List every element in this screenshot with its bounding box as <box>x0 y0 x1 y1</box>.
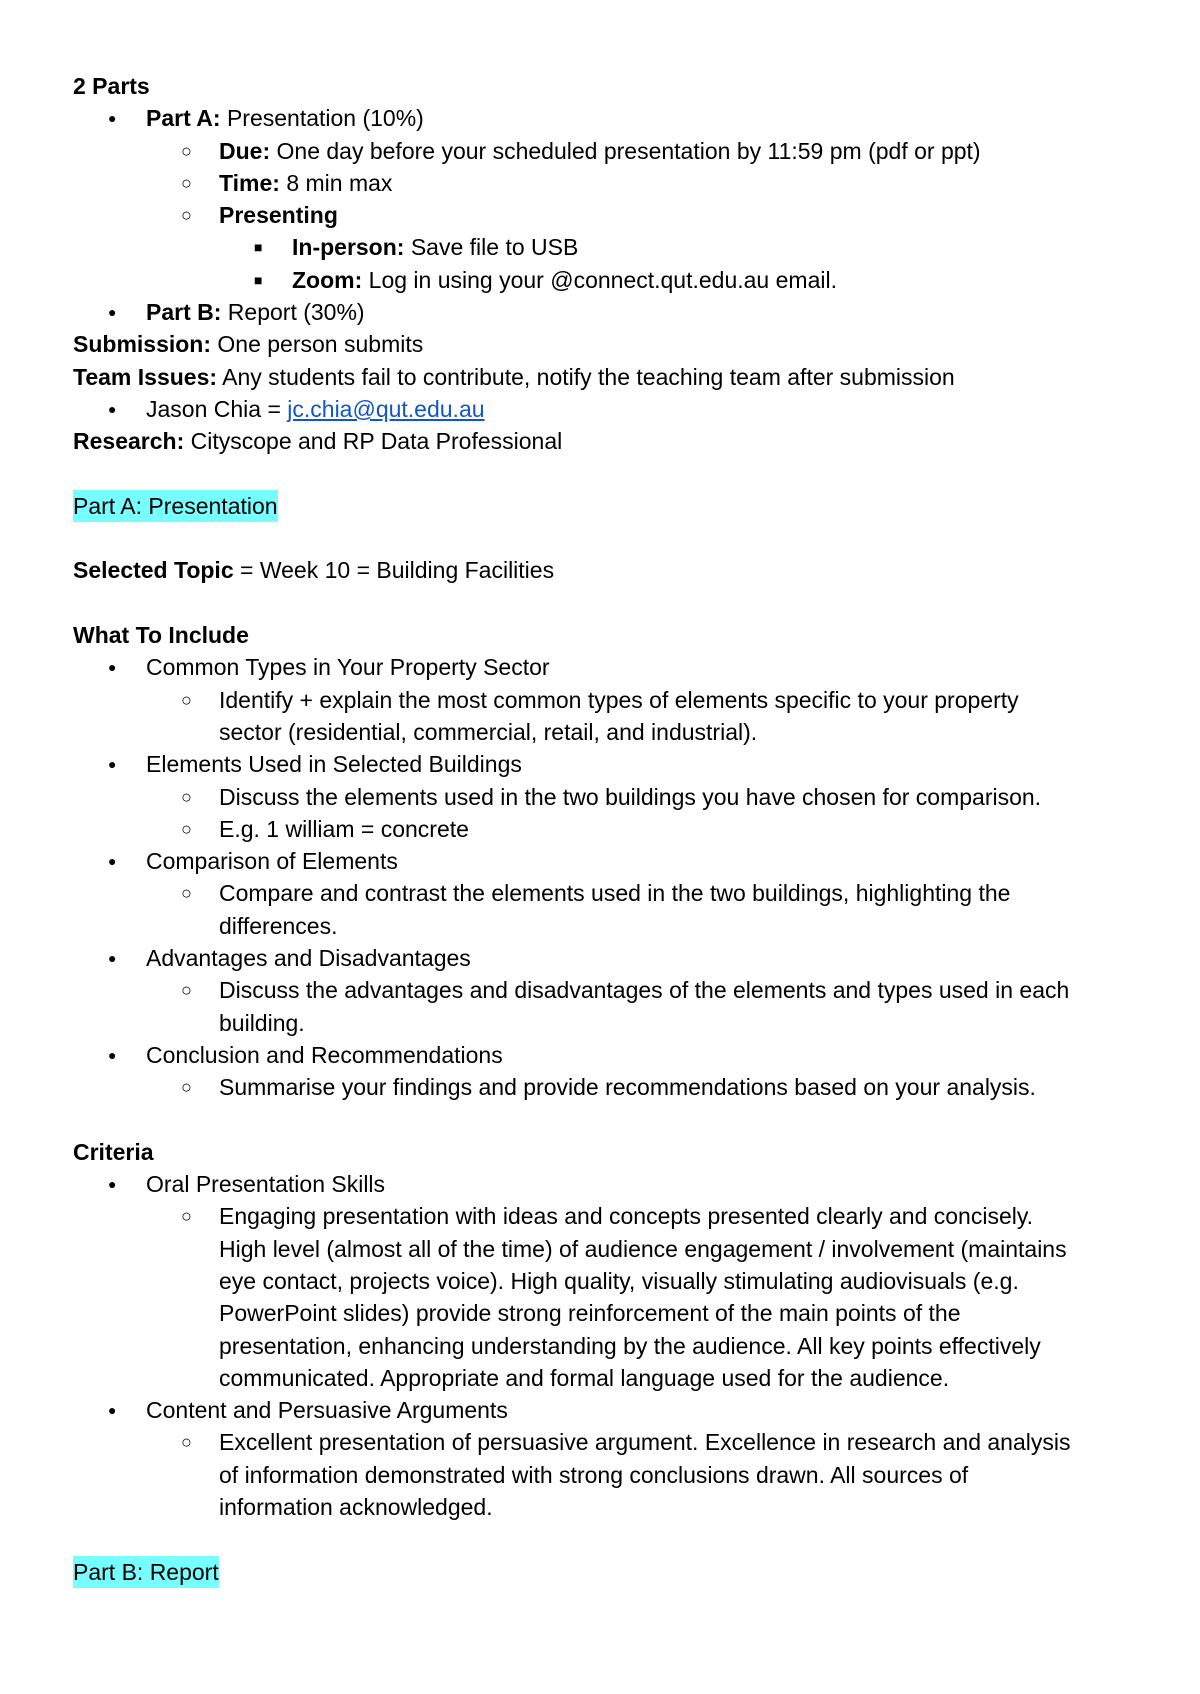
spacer <box>73 458 1133 490</box>
part-b-heading <box>73 1556 1133 1588</box>
circle-bullet-icon: ○ <box>181 786 192 807</box>
due-list-item <box>73 135 1133 167</box>
circle-bullet-icon: ○ <box>181 818 192 839</box>
sub-list-item-text: High level (almost all of the time) of audience engagement / involvement (maintains <box>219 1235 1067 1262</box>
part-b-heading-text: Part B: Report <box>73 1556 219 1588</box>
selected-topic-text: = Week 10 = Building Facilities <box>233 557 555 584</box>
sub-list-item-text: Identify + explain the most common types of elements specific to your property <box>219 686 1019 713</box>
list-item-text: Advantages and Disadvantages <box>146 945 471 972</box>
list-item-text: Oral Presentation Skills <box>146 1171 386 1198</box>
sub-list-item-text: PowerPoint slides) provide strong reinforcement of the main points of the <box>219 1300 961 1327</box>
spacer <box>73 587 1133 619</box>
sub-list-item <box>73 1426 1133 1458</box>
time-list-item <box>73 167 1133 199</box>
sub-list-item-continuation <box>73 1007 1133 1039</box>
sub-list-item-text: Discuss the advantages and disadvantages of the elements and types used in each <box>219 977 1070 1004</box>
sub-list-item-text: presentation, enhancing understanding by the audience. All key points effectively <box>219 1332 1041 1359</box>
list-item <box>73 651 1133 683</box>
time-label: Time: <box>219 169 280 196</box>
sub-list-item-text: communicated. Appropriate and formal language used for the audience. <box>219 1364 950 1391</box>
list-item <box>73 748 1133 780</box>
sub-list-item-text: Excellent presentation of persuasive argument. Excellence in research and analysis <box>219 1429 1071 1456</box>
selected-topic-line <box>73 554 1133 586</box>
sub-list-item-text: differences. <box>219 912 338 939</box>
research-line <box>73 425 1133 457</box>
parts-heading <box>73 70 1133 102</box>
sub-list-item-continuation <box>73 1362 1133 1394</box>
sub-list-item-continuation <box>73 1491 1133 1523</box>
due-label: Due: <box>219 137 271 164</box>
part-a-list-item <box>73 102 1133 134</box>
sub-list-item <box>73 684 1133 716</box>
team-issues-line <box>73 361 1133 393</box>
bullet-icon: ● <box>108 853 117 870</box>
contact-text: Jason Chia = <box>146 395 288 422</box>
circle-bullet-icon: ○ <box>181 140 192 161</box>
sub-list-item-text: information acknowledged. <box>219 1494 493 1521</box>
bullet-icon: ● <box>108 950 117 967</box>
circle-bullet-icon: ○ <box>181 205 192 226</box>
list-item <box>73 1039 1133 1071</box>
zoom-label: Zoom: <box>292 266 363 293</box>
in-person-label: In-person: <box>292 234 405 261</box>
sub-list-item-text: of information demonstrated with strong conclusions drawn. All sources of <box>219 1461 969 1488</box>
part-a-label: Part A: <box>146 105 221 132</box>
sub-list-item-text: eye contact, projects voice). High quality, visually stimulating audiovisuals (e.g. <box>219 1267 1019 1294</box>
list-item-text: Common Types in Your Property Sector <box>146 654 550 681</box>
what-to-include-heading-text: What To Include <box>73 622 249 649</box>
list-item-text: Content and Persuasive Arguments <box>146 1397 508 1424</box>
team-issues-label: Team Issues: <box>73 363 218 390</box>
part-a-heading-text: Part A: Presentation <box>73 490 278 522</box>
circle-bullet-icon: ○ <box>181 1206 192 1227</box>
spacer <box>73 1523 1133 1555</box>
list-item <box>73 845 1133 877</box>
due-text: One day before your scheduled presentation by 11:59 pm (pdf or ppt) <box>270 137 981 164</box>
spacer <box>73 522 1133 554</box>
sub-list-item-continuation <box>73 1459 1133 1491</box>
criteria-heading-text: Criteria <box>73 1138 154 1165</box>
list-item-text: Elements Used in Selected Buildings <box>146 751 522 778</box>
contact-list-item <box>73 393 1133 425</box>
criteria-heading <box>73 1136 1133 1168</box>
circle-bullet-icon: ○ <box>181 689 192 710</box>
bullet-icon: ● <box>108 756 117 773</box>
submission-label: Submission: <box>73 331 212 358</box>
time-text: 8 min max <box>279 169 393 196</box>
bullet-icon: ● <box>108 1046 117 1063</box>
research-text: Cityscope and RP Data Professional <box>184 428 563 455</box>
part-b-list-item <box>73 296 1133 328</box>
sub-list-item-text: E.g. 1 william = concrete <box>219 815 469 842</box>
part-b-text: Report (30%) <box>221 299 365 326</box>
sub-list-item-text: Engaging presentation with ideas and concepts presented clearly and concisely. <box>219 1203 1034 1230</box>
sub-list-item-continuation <box>73 716 1133 748</box>
list-item <box>73 1394 1133 1426</box>
part-b-label: Part B: <box>146 299 222 326</box>
selected-topic-label: Selected Topic <box>73 557 234 584</box>
list-item <box>73 942 1133 974</box>
sub-list-item <box>73 1071 1133 1103</box>
sub-list-item-text: Discuss the elements used in the two buildings you have chosen for comparison. <box>219 783 1042 810</box>
zoom-list-item <box>73 264 1133 296</box>
sub-list-item <box>73 974 1133 1006</box>
zoom-text: Log in using your @connect.qut.edu.au email. <box>362 266 837 293</box>
presenting-label: Presenting <box>219 202 338 229</box>
sub-list-item <box>73 1200 1133 1232</box>
bullet-icon: ● <box>108 659 117 676</box>
sub-list-item-continuation <box>73 1330 1133 1362</box>
bullet-icon: ● <box>108 400 117 417</box>
circle-bullet-icon: ○ <box>181 1077 192 1098</box>
list-item-text: Comparison of Elements <box>146 848 398 875</box>
part-a-heading <box>73 490 1133 522</box>
sub-list-item <box>73 877 1133 909</box>
what-to-include-heading <box>73 619 1133 651</box>
circle-bullet-icon: ○ <box>181 883 192 904</box>
bullet-icon: ● <box>108 1402 117 1419</box>
sub-list-item-continuation <box>73 1297 1133 1329</box>
part-a-text: Presentation (10%) <box>220 105 424 132</box>
sub-list-item <box>73 813 1133 845</box>
in-person-text: Save file to USB <box>404 234 579 261</box>
team-issues-text: Any students fail to contribute, notify the teaching team after submission <box>217 363 955 390</box>
sub-list-item-text: Summarise your findings and provide recommendations based on your analysis. <box>219 1074 1036 1101</box>
presenting-list-item <box>73 199 1133 231</box>
list-item <box>73 1168 1133 1200</box>
circle-bullet-icon: ○ <box>181 172 192 193</box>
list-item-text: Conclusion and Recommendations <box>146 1041 503 1068</box>
sub-list-item <box>73 781 1133 813</box>
square-bullet-icon: ■ <box>254 239 263 256</box>
sub-list-item-text: building. <box>219 1009 305 1036</box>
in-person-list-item <box>73 231 1133 263</box>
bullet-icon: ● <box>108 110 117 127</box>
research-label: Research: <box>73 428 185 455</box>
bullet-icon: ● <box>108 304 117 321</box>
circle-bullet-icon: ○ <box>181 1432 192 1453</box>
bullet-icon: ● <box>108 1176 117 1193</box>
sub-list-item-continuation <box>73 1233 1133 1265</box>
contact-email-link[interactable]: jc.chia@qut.edu.au <box>287 395 485 422</box>
sub-list-item-text: sector (residential, commercial, retail, and industrial). <box>219 718 758 745</box>
submission-text: One person submits <box>211 331 424 358</box>
document-page <box>73 70 1133 1588</box>
submission-line <box>73 328 1133 360</box>
spacer <box>73 1104 1133 1136</box>
sub-list-item-continuation <box>73 910 1133 942</box>
sub-list-item-continuation <box>73 1265 1133 1297</box>
circle-bullet-icon: ○ <box>181 980 192 1001</box>
square-bullet-icon: ■ <box>254 271 263 288</box>
parts-heading-text: 2 Parts <box>73 73 150 99</box>
sub-list-item-text: Compare and contrast the elements used in the two buildings, highlighting the <box>219 880 1011 907</box>
